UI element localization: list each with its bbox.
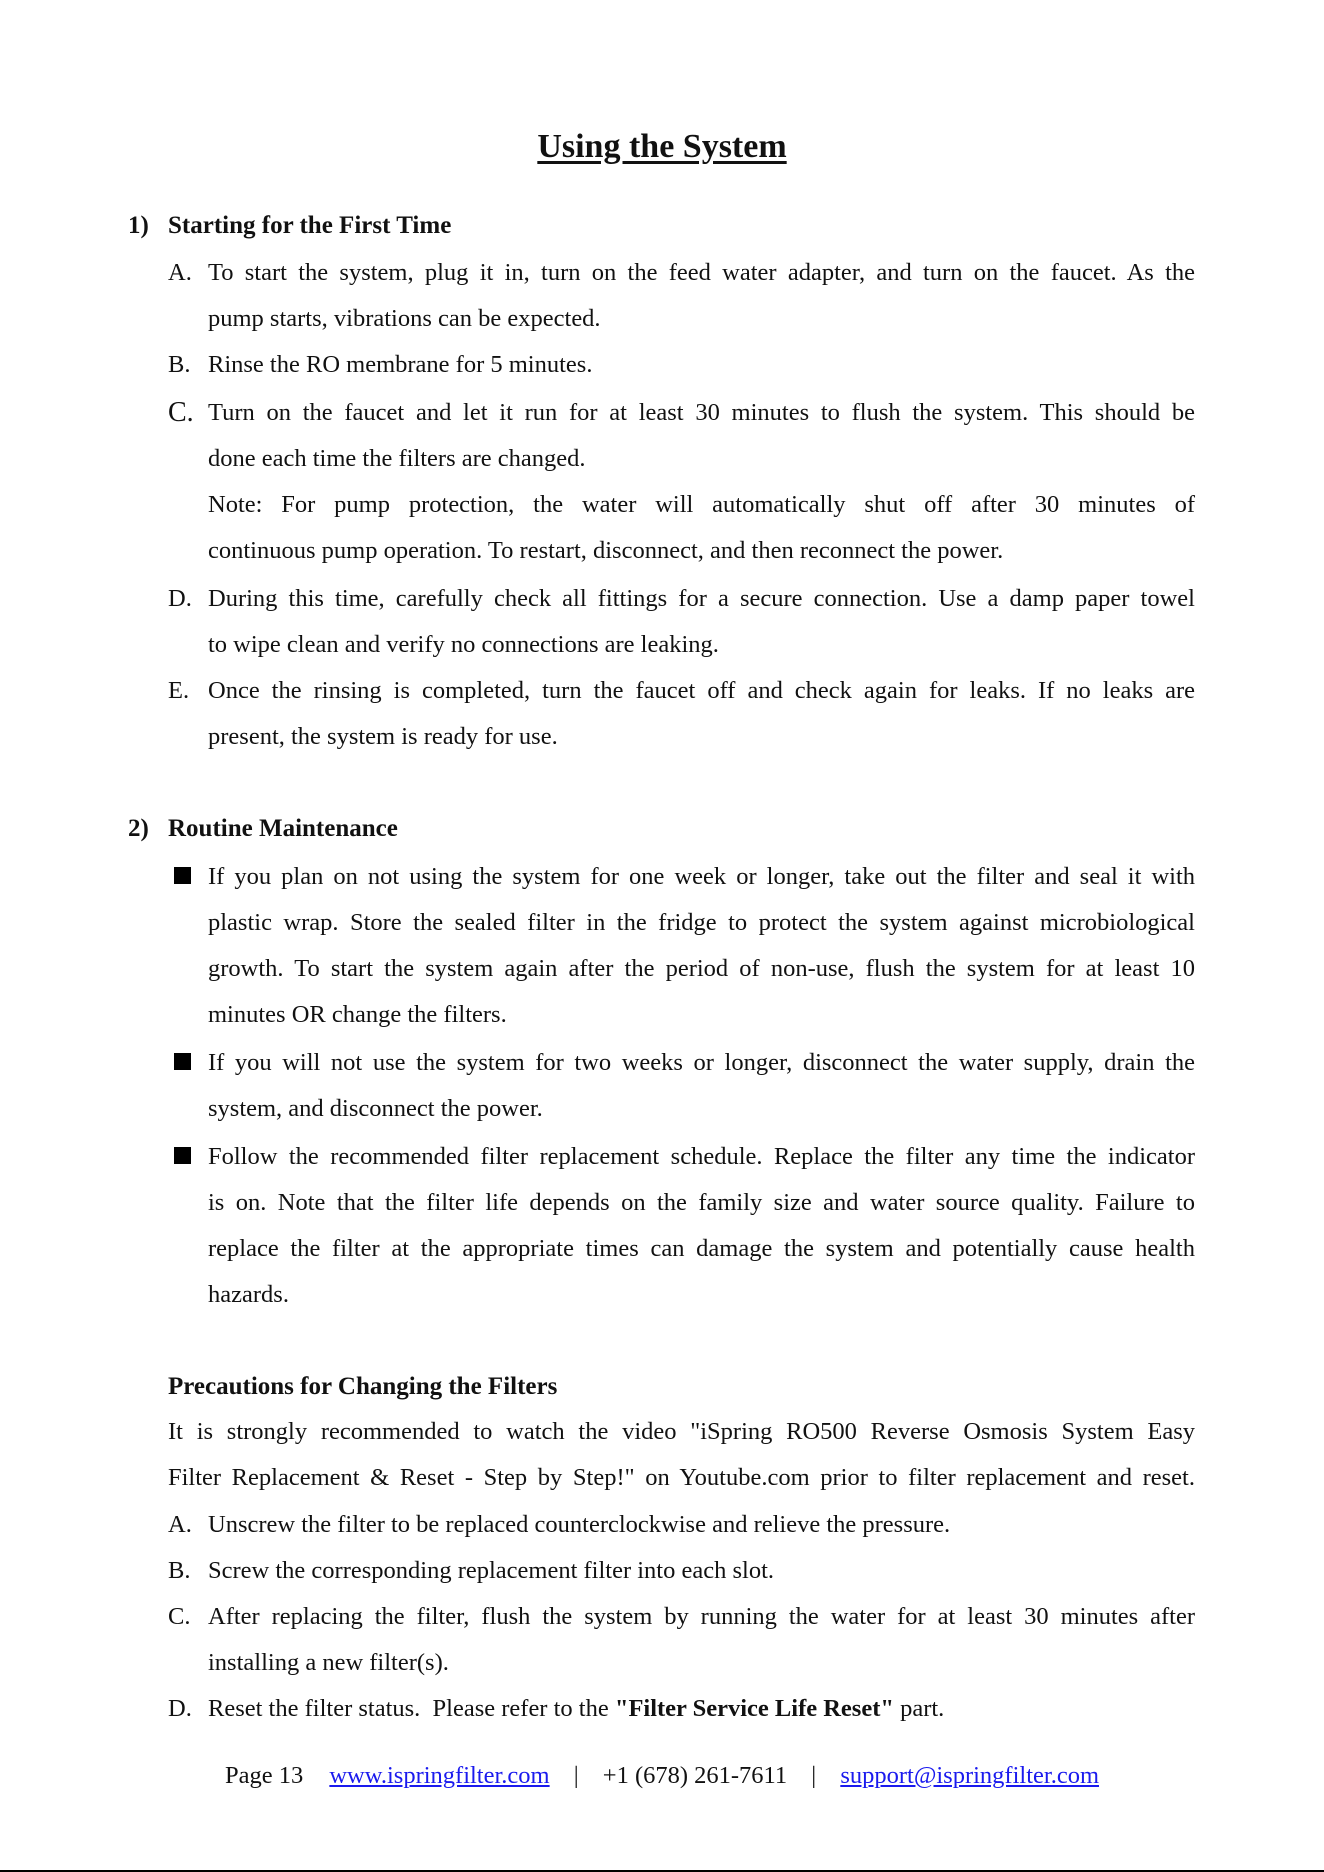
list-item-1b xyxy=(168,342,1195,388)
item-line: If you plan on not using the system for one week or longer, take out the filter and seal it with xyxy=(208,863,1195,890)
precautions-heading: Precautions for Changing the Filters xyxy=(168,1373,558,1400)
precaution-item-a xyxy=(168,1502,1195,1548)
bullet-item-2 xyxy=(168,1040,1195,1132)
square-bullet-icon xyxy=(174,867,191,884)
item-line: hazards. xyxy=(208,1281,289,1308)
item-line: Unscrew the filter to be replaced counterclockwise and relieve the pressure. xyxy=(208,1511,951,1538)
item-line: Turn on the faucet and let it run for at least 30 minutes to flush the system. This should be xyxy=(208,399,1195,426)
item-line: is on. Note that the filter life depends on the family size and water source quality. Failure to xyxy=(208,1189,1195,1216)
item-marker: A. xyxy=(168,1511,192,1538)
item-marker: B. xyxy=(168,1557,191,1584)
item-line: Follow the recommended filter replacement schedule. Replace the filter any time the indicator xyxy=(208,1143,1195,1170)
item-line: installing a new filter(s). xyxy=(208,1649,449,1676)
square-bullet-icon xyxy=(174,1147,191,1164)
item-marker: D. xyxy=(168,585,192,612)
footer-separator: | xyxy=(573,1762,579,1789)
item-line: minutes OR change the filters. xyxy=(208,1001,507,1028)
list-item-1e xyxy=(168,668,1195,760)
list-item-1a xyxy=(168,250,1195,342)
precautions-intro xyxy=(168,1409,1195,1501)
bullet-item-3 xyxy=(168,1134,1195,1318)
item-text: Reset the filter status. Please refer to the xyxy=(208,1695,615,1722)
item-marker: C. xyxy=(168,397,194,428)
item-line: Screw the corresponding replacement filter into each slot. xyxy=(208,1557,775,1584)
item-line: growth. To start the system again after the period of non-use, flush the system for at least 10 xyxy=(208,955,1195,982)
item-line: to wipe clean and verify no connections are leaking. xyxy=(208,631,719,658)
item-line xyxy=(208,1686,1195,1732)
item-text: part. xyxy=(893,1695,945,1722)
item-line: plastic wrap. Store the sealed filter in the fridge to protect the system against microbiological xyxy=(208,909,1195,936)
item-line: After replacing the filter, flush the system by running the water for at least 30 minutes after xyxy=(208,1603,1195,1630)
item-line: During this time, carefully check all fittings for a secure connection. Use a damp paper towel xyxy=(208,585,1195,612)
section-1-title: Starting for the First Time xyxy=(168,212,452,239)
page-title: Using the System xyxy=(537,128,787,165)
precaution-item-b xyxy=(168,1548,1195,1594)
bullet-item-1 xyxy=(168,854,1195,1038)
support-email-link[interactable]: support@ispringfilter.com xyxy=(840,1762,1099,1789)
intro-line: Filter Replacement & Reset - Step by Step!" on Youtube.com prior to filter replacement and reset. xyxy=(168,1464,1195,1491)
precaution-item-c xyxy=(168,1594,1195,1686)
page-footer xyxy=(0,1762,1324,1790)
item-line: continuous pump operation. To restart, disconnect, and then reconnect the power. xyxy=(208,537,1004,564)
item-line: Note: For pump protection, the water will automatically shut off after 30 minutes of xyxy=(208,491,1195,518)
list-item-1c xyxy=(168,390,1195,574)
item-line: Once the rinsing is completed, turn the faucet off and check again for leaks. If no leaks are xyxy=(208,677,1195,704)
precaution-item-d xyxy=(168,1686,1195,1732)
section-2-title: Routine Maintenance xyxy=(168,815,398,842)
phone-number: +1 (678) 261-7611 xyxy=(602,1762,788,1789)
item-line: done each time the filters are changed. xyxy=(208,445,586,472)
intro-line: It is strongly recommended to watch the video "iSpring RO500 Reverse Osmosis System Easy xyxy=(168,1418,1195,1445)
section-2-number: 2) xyxy=(128,815,149,842)
item-line: present, the system is ready for use. xyxy=(208,723,558,750)
list-item-1d xyxy=(168,576,1195,668)
item-marker: D. xyxy=(168,1695,192,1722)
reset-section-reference: "Filter Service Life Reset" xyxy=(614,1695,894,1722)
section-1-number: 1) xyxy=(128,212,149,239)
item-line: Rinse the RO membrane for 5 minutes. xyxy=(208,351,593,378)
item-line: To start the system, plug it in, turn on the feed water adapter, and turn on the faucet. As the xyxy=(208,259,1195,286)
item-marker: B. xyxy=(168,351,191,378)
footer-separator: | xyxy=(811,1762,817,1789)
item-line: pump starts, vibrations can be expected. xyxy=(208,305,601,332)
item-line: system, and disconnect the power. xyxy=(208,1095,543,1122)
item-marker: C. xyxy=(168,1603,191,1630)
item-marker: E. xyxy=(168,677,190,704)
item-line: If you will not use the system for two weeks or longer, disconnect the water supply, drain the xyxy=(208,1049,1195,1076)
website-link[interactable]: www.ispringfilter.com xyxy=(329,1762,550,1789)
item-marker: A. xyxy=(168,259,192,286)
square-bullet-icon xyxy=(174,1053,191,1070)
item-line: replace the filter at the appropriate times can damage the system and potentially cause health xyxy=(208,1235,1195,1262)
page-number: Page 13 xyxy=(224,1762,304,1789)
